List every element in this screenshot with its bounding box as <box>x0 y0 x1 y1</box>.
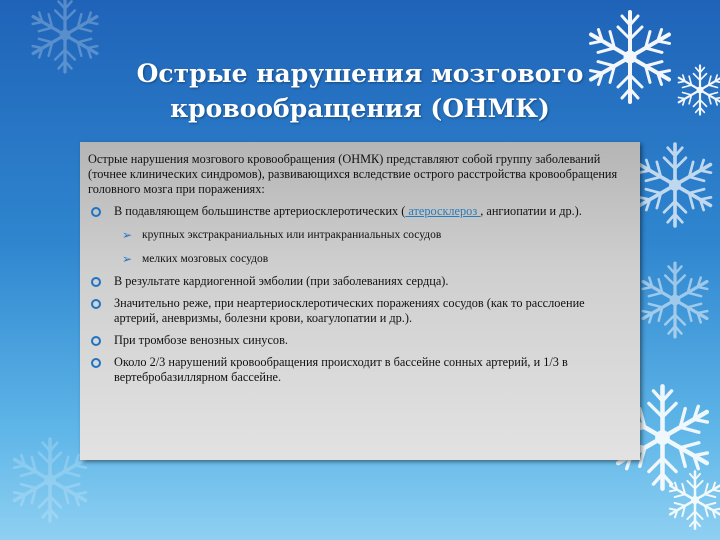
circle-bullet-icon <box>91 299 101 309</box>
list-item <box>88 333 632 348</box>
item-text: , ангиопатии и др.). <box>480 204 582 218</box>
circle-bullet-icon <box>91 207 101 217</box>
item-text: Около 2/3 нарушений кровообращения происходит в бассейне сонных артерий, и 1/3 в вертебробазиллярном бассейне. <box>114 355 568 384</box>
atherosclerosis-link[interactable]: атеросклероз <box>405 204 481 218</box>
title-line-2: кровообращения (ОНМК) <box>170 94 550 123</box>
item-text: В подавляющем большинстве артериосклеротических ( <box>114 204 406 218</box>
snowflake-icon <box>660 465 720 535</box>
title-line-1: Острые нарушения мозгового <box>136 59 584 88</box>
slide-title <box>100 56 620 126</box>
circle-bullet-icon <box>91 277 101 287</box>
item-text: В результате кардиогенной эмболии (при заболеваниях сердца). <box>114 274 449 288</box>
sub-list-item <box>88 252 632 267</box>
sub-item-text: крупных экстракраниальных или интракраниальных сосудов <box>142 229 442 241</box>
sub-item-text: мелких мозговых сосудов <box>142 253 269 265</box>
sub-list-item <box>88 228 632 243</box>
snowflake-icon <box>670 60 720 120</box>
item-text: Значительно реже, при неартериосклеротических поражениях сосудов (как то расслоение артерий, аневризмы, болезни крови, коагулопатии и др.). <box>114 296 585 325</box>
list-item <box>88 296 632 326</box>
circle-bullet-icon <box>91 336 101 346</box>
list-item <box>88 274 632 289</box>
snowflake-icon <box>630 255 720 345</box>
content-panel <box>80 142 640 460</box>
circle-bullet-icon <box>91 358 101 368</box>
arrow-bullet-icon: ➢ <box>122 228 133 242</box>
snowflake-icon <box>20 0 110 80</box>
arrow-bullet-icon: ➢ <box>122 252 133 266</box>
intro-paragraph: Острые нарушения мозгового кровообращения (ОНМК) представляют собой группу заболеваний (точнее клинических синдромов), развивающихся вследствие острого расстройства кровообращения головного мозга при поражениях: <box>88 152 618 196</box>
list-item <box>88 355 632 385</box>
list-item <box>88 204 632 219</box>
item-text: При тромбозе венозных синусов. <box>114 333 288 347</box>
